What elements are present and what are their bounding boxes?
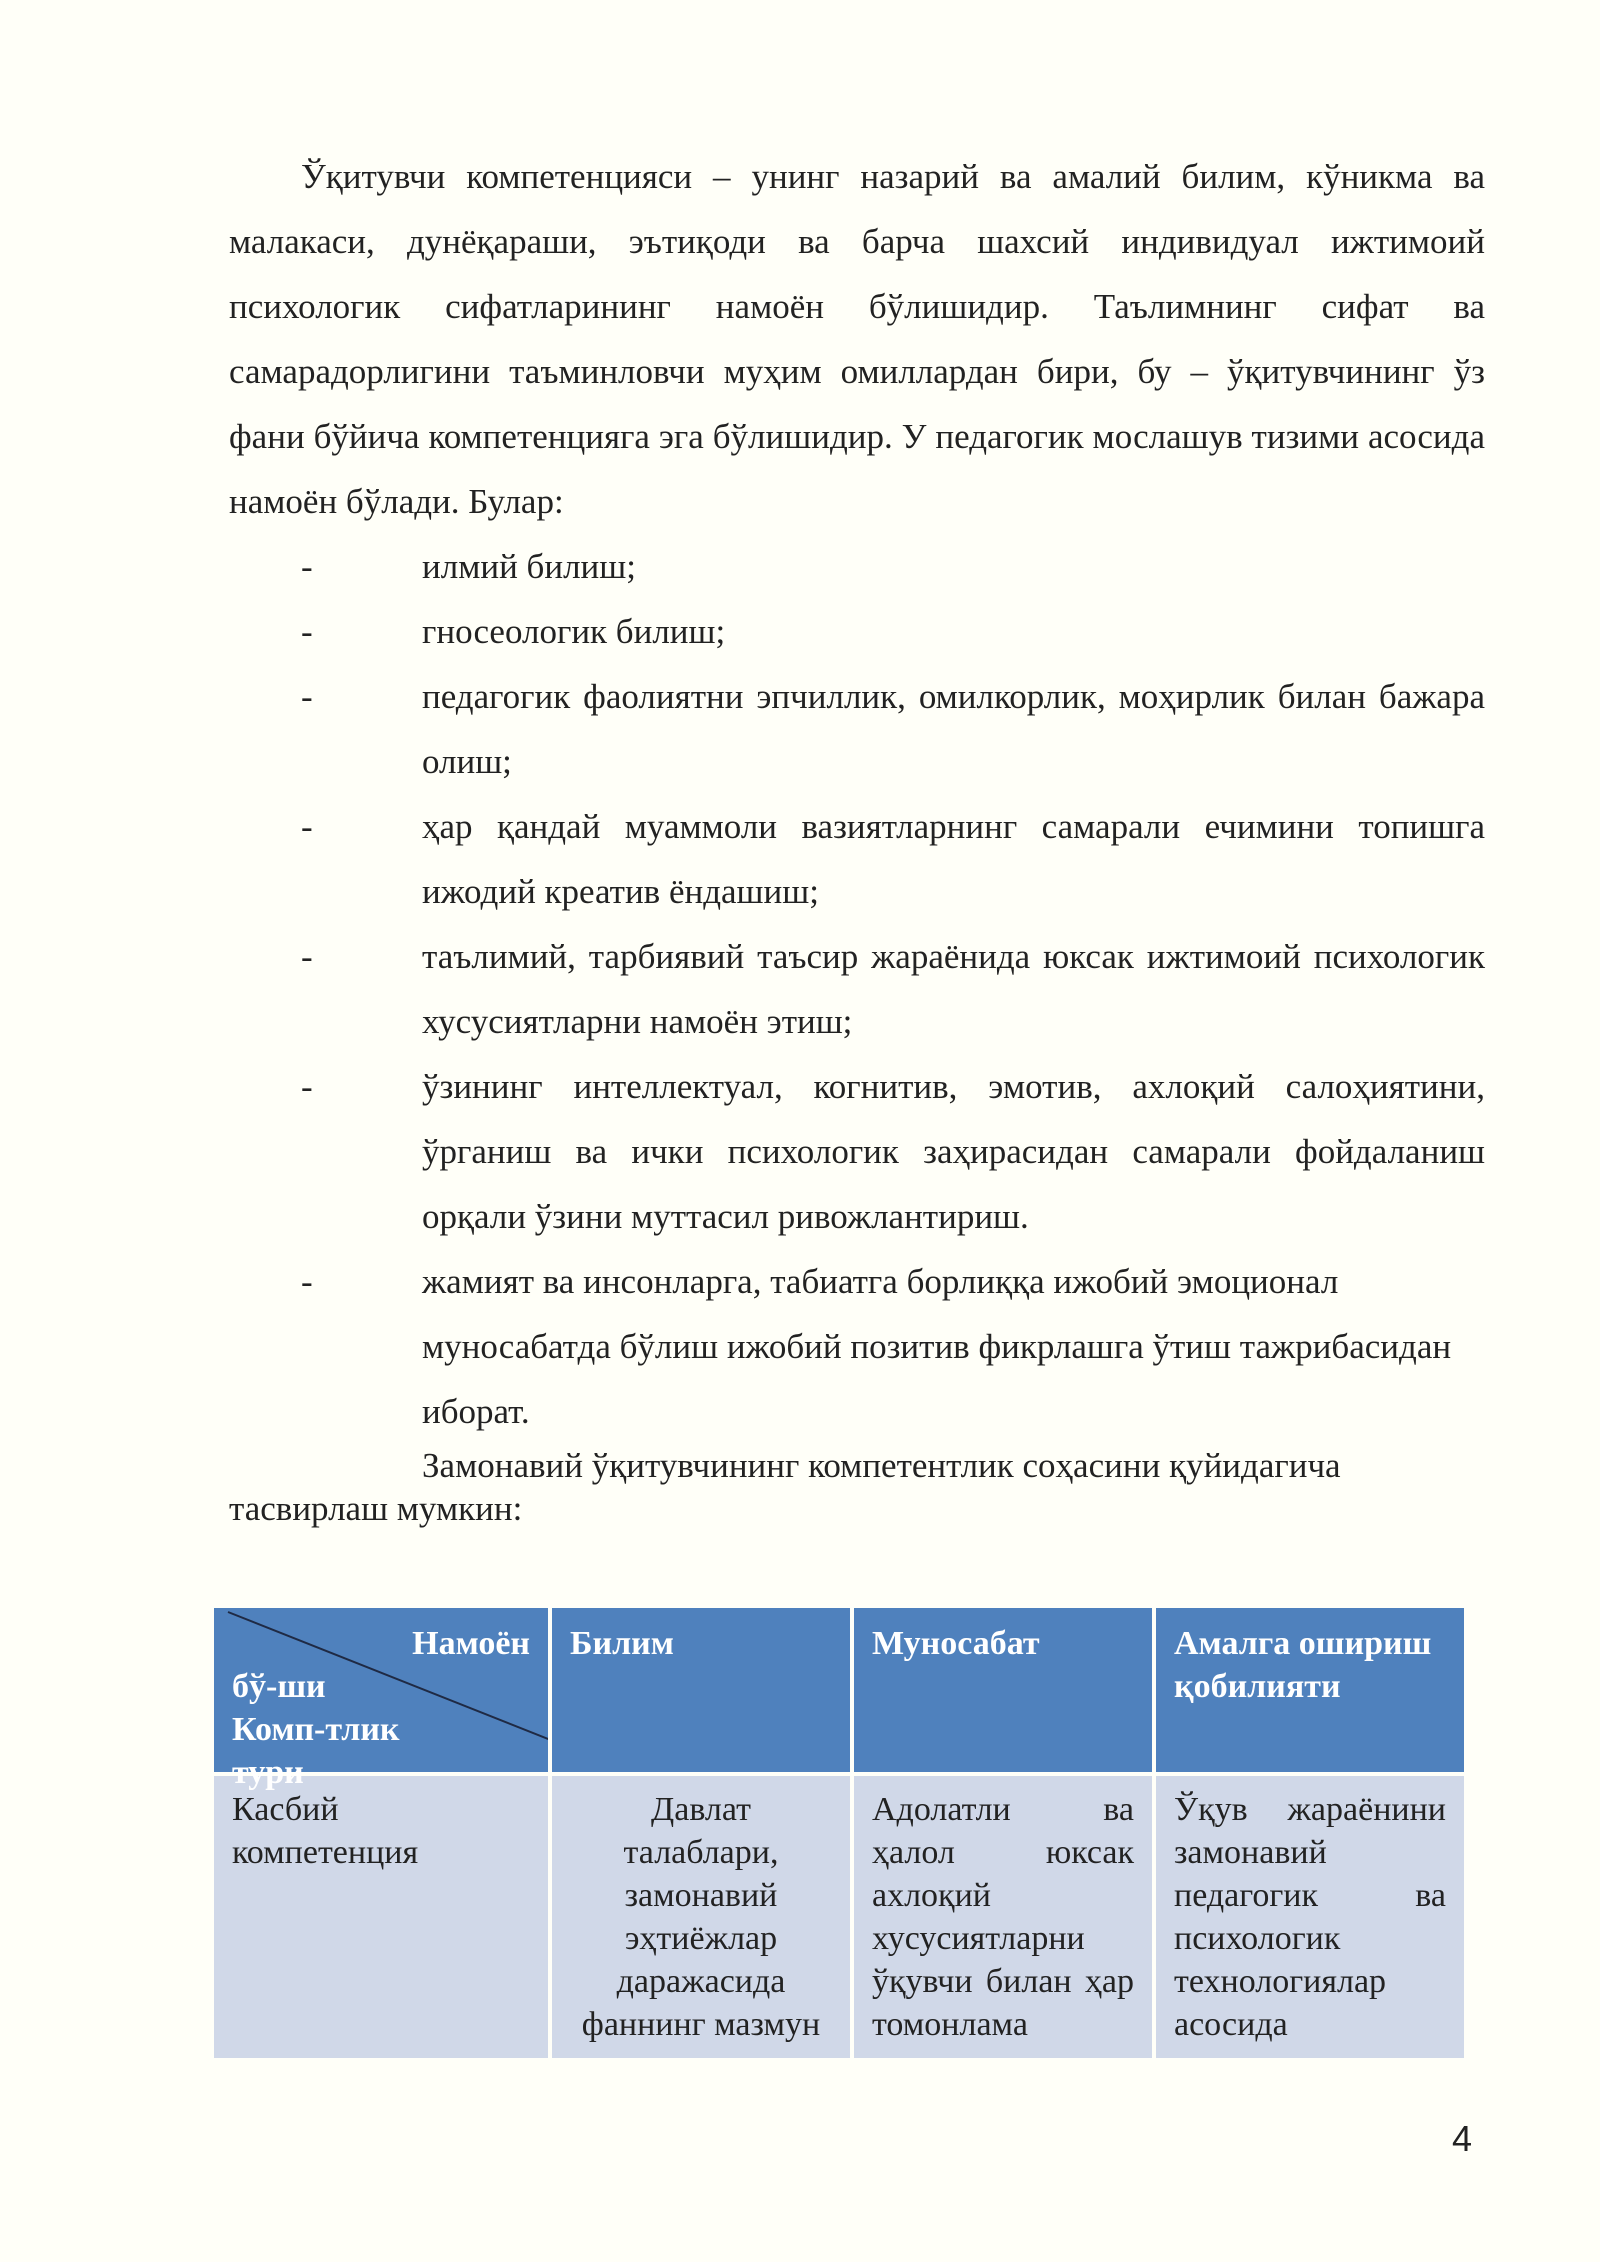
header-attitude: Муносабат (854, 1608, 1152, 1772)
list-item: - ҳар қандай муаммоли вазиятларнинг самарали ечимини топишга ижодий креатив ёндашиш; (229, 794, 1485, 924)
list-item: - жамият ва инсонларга, табиатга борлиққа ижобий эмоционал муносабатда бўлиш ижобий позитив фикрлашга ўтиш тажрибасидан иборат. (229, 1249, 1485, 1444)
outro-paragraph (229, 1444, 1485, 1530)
list-item: - гносеологик билиш; (229, 599, 1485, 664)
list-item: - педагогик фаолиятни эпчиллик, омилкорлик, моҳирлик билан бажара олиш; (229, 664, 1485, 794)
intro-paragraph: Ўқитувчи компетенцияси – унинг назарий ва амалий билим, кўникма ва малакаси, дунёқараши, эътиқоди ва барча шахсий индивидуал ижтимоий психологик сифатларининг намоён бўлишидир. Таълимнинг сифат ва самарадорлигини таъминловчи муҳим омиллардан бири, бу – ўқитувчининг ўз фани бўйича компетенцияга эга бўлишидир. У педагогик мослашув тизими асосида намоён бўлади. Булар: (229, 157, 1485, 521)
row-label: Касбий компетенция (214, 1776, 548, 2058)
list-item: - таълимий, тарбиявий таъсир жараёнида юксак ижтимоий психологик хусусиятларни намоён этиш; (229, 924, 1485, 1054)
corner-top-label: Намоён (412, 1625, 530, 1662)
competence-table (210, 1604, 1468, 2062)
list-item: - ўзининг интеллектуал, когнитив, эмотив, ахлоқий салоҳиятини, ўрганиш ва ички психологик заҳирасидан самарали фойдаланиш орқали ўзини муттасил ривожлантириш. (229, 1054, 1485, 1249)
table-row (214, 1776, 1464, 2058)
list-marker: - (301, 807, 313, 846)
competence-list (229, 534, 1485, 1444)
cell-attitude: Адолатли ва ҳалол юксак ахлоқий хусусиятларни ўқувчи билан ҳар томонлама (854, 1776, 1152, 2058)
page-number: 4 (1452, 2118, 1473, 2159)
list-marker: - (301, 547, 313, 586)
list-marker: - (301, 1067, 313, 1106)
cell-knowledge: Давлат талаблари, замонавий эҳтиёжлар даражасида фаннинг мазмун (552, 1776, 850, 2058)
table-corner-cell (214, 1608, 548, 1791)
outro-line-2: тасвирлаш мумкин: (229, 1489, 523, 1528)
list-marker: - (301, 1262, 313, 1301)
table-header-row (214, 1608, 1464, 1772)
list-marker: - (301, 937, 313, 976)
corner-bottom-label: бў-ши Комп-тлик тури (232, 1668, 400, 1791)
list-marker: - (301, 677, 313, 716)
header-ability: Амалга ошириш қобилияти (1156, 1608, 1464, 1772)
list-marker: - (301, 612, 313, 651)
cell-ability: Ўқув жараёнини замонавий педагогик ва психологик технологиялар асосида (1156, 1776, 1464, 2058)
header-knowledge: Билим (552, 1608, 850, 1772)
list-item: - илмий билиш; (229, 534, 1485, 599)
outro-line-1: Замонавий ўқитувчининг компетентлик соҳасини қуйидагича (422, 1446, 1341, 1485)
